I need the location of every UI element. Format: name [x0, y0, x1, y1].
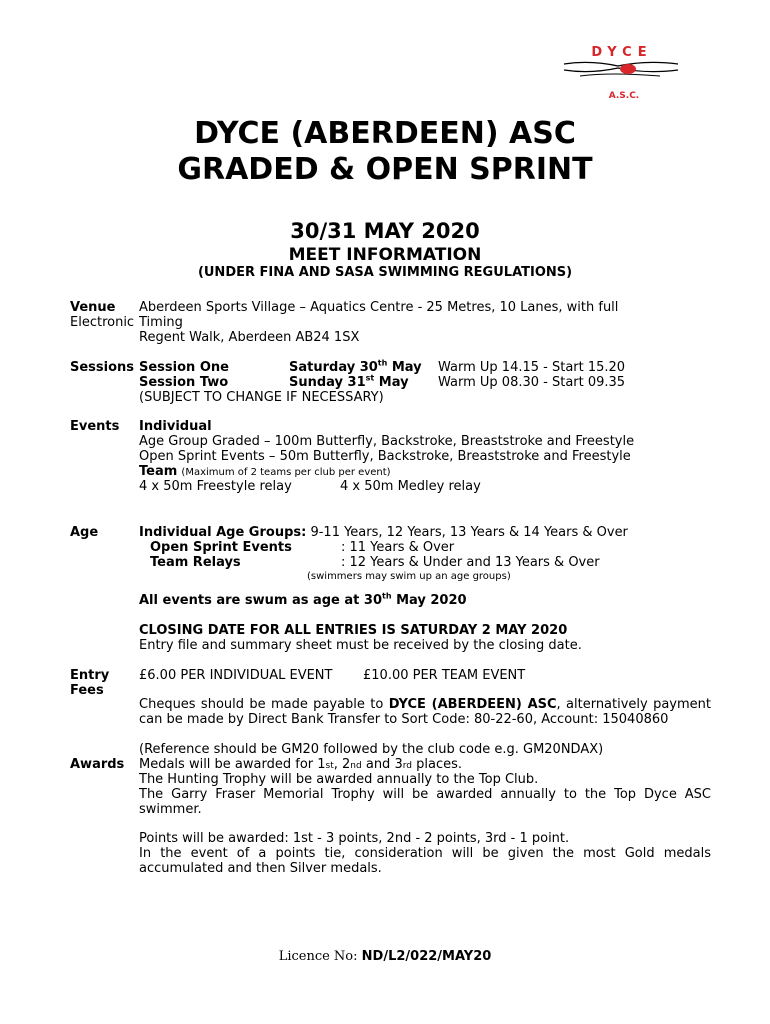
session-one-day: Saturday 30th May — [289, 358, 422, 375]
fee-team: £10.00 PER TEAM EVENT — [363, 668, 526, 683]
awards-points: Points will be awarded: 1st - 3 points, 2nd - 2 points, 3rd - 1 point. — [139, 831, 570, 846]
age-note: (swimmers may swim up an age groups) — [307, 571, 511, 582]
events-graded: Age Group Graded – 100m Butterfly, Backstroke, Breaststroke and Freestyle — [139, 434, 635, 449]
licence-footer: Licence No: ND/L2/022/MAY20 — [278, 949, 492, 964]
fees-reference: (Reference should be GM20 followed by the club code e.g. GM20NDAX) — [139, 742, 604, 757]
age-relay-label: Team Relays — [150, 555, 241, 570]
age-open-value: : 11 Years & Over — [341, 540, 455, 555]
venue-label: Venue — [70, 300, 116, 315]
awards-medals: Medals will be awarded for 1st, 2nd and 3rd places. — [139, 757, 462, 772]
title-line1: DYCE (ABERDEEN) ASC — [194, 116, 576, 151]
date-heading: 30/31 MAY 2020 — [290, 219, 480, 243]
events-relay-freestyle: 4 x 50m Freestyle relay — [139, 479, 292, 494]
regulations-subtitle: (UNDER FINA AND SASA SWIMMING REGULATIONS) — [197, 265, 573, 280]
session-one-name: Session One — [139, 360, 229, 375]
venue-line1: Aberdeen Sports Village – Aquatics Centre - 25 Metres, 10 Lanes, with full — [139, 300, 619, 315]
age-groups: Individual Age Groups: 9-11 Years, 12 Years, 13 Years & 14 Years & Over — [139, 525, 628, 540]
fees-label-line1: Entry — [70, 668, 110, 683]
events-team-line: Team (Maximum of 2 teams per club per event) — [139, 464, 391, 479]
closing-note: Entry file and summary sheet must be received by the closing date. — [139, 638, 582, 653]
fees-cheque-paragraph: Cheques should be made payable to DYCE (ABERDEEN) ASC, alternatively payment can be made by Direct Bank Transfer to Sort Code: 80-22-60, Account: 15040860 — [139, 697, 711, 727]
venue-line2: Timing — [139, 315, 183, 330]
sessions-label: Sessions — [70, 360, 135, 375]
session-two-day: Sunday 31st May — [289, 373, 409, 390]
title-line2: GRADED & OPEN SPRINT — [177, 152, 593, 187]
venue-line2-label: Electronic — [70, 315, 135, 330]
age-open-label: Open Sprint Events — [150, 540, 292, 555]
logo-top-text: DYCE — [591, 45, 653, 60]
closing-date: CLOSING DATE FOR ALL ENTRIES IS SATURDAY 2 MAY 2020 — [139, 623, 568, 638]
session-two-name: Session Two — [139, 375, 229, 390]
awards-label: Awards — [70, 757, 125, 772]
age-all-events: All events are swum as age at 30th May 2020 — [139, 591, 467, 608]
session-two-times: Warm Up 08.30 - Start 09.35 — [438, 375, 626, 390]
age-relay-value: : 12 Years & Under and 13 Years & Over — [341, 555, 600, 570]
awards-garry-fraser-trophy: The Garry Fraser Memorial Trophy will be awarded annually to the Top Dyce ASC swimmer. — [139, 787, 711, 817]
fees-label-line2: Fees — [70, 683, 104, 698]
club-logo — [560, 40, 682, 102]
events-label: Events — [70, 419, 120, 434]
meet-information-heading: MEET INFORMATION — [288, 245, 482, 265]
events-open-sprint: Open Sprint Events – 50m Butterfly, Backstroke, Breaststroke and Freestyle — [139, 449, 631, 464]
sessions-note: (SUBJECT TO CHANGE IF NECESSARY) — [139, 390, 384, 405]
awards-tie-rule: In the event of a points tie, consideration will be given the most Gold medals accumulated and then Silver medals. — [139, 846, 711, 876]
age-label: Age — [70, 525, 99, 540]
events-relay-medley: 4 x 50m Medley relay — [340, 479, 481, 494]
logo-bottom-text: A.S.C. — [608, 91, 640, 101]
fee-individual: £6.00 PER INDIVIDUAL EVENT — [139, 668, 333, 683]
events-individual-heading: Individual — [139, 419, 212, 434]
awards-hunting-trophy: The Hunting Trophy will be awarded annually to the Top Club. — [139, 772, 539, 787]
session-one-times: Warm Up 14.15 - Start 15.20 — [438, 360, 626, 375]
venue-address: Regent Walk, Aberdeen AB24 1SX — [139, 330, 360, 345]
